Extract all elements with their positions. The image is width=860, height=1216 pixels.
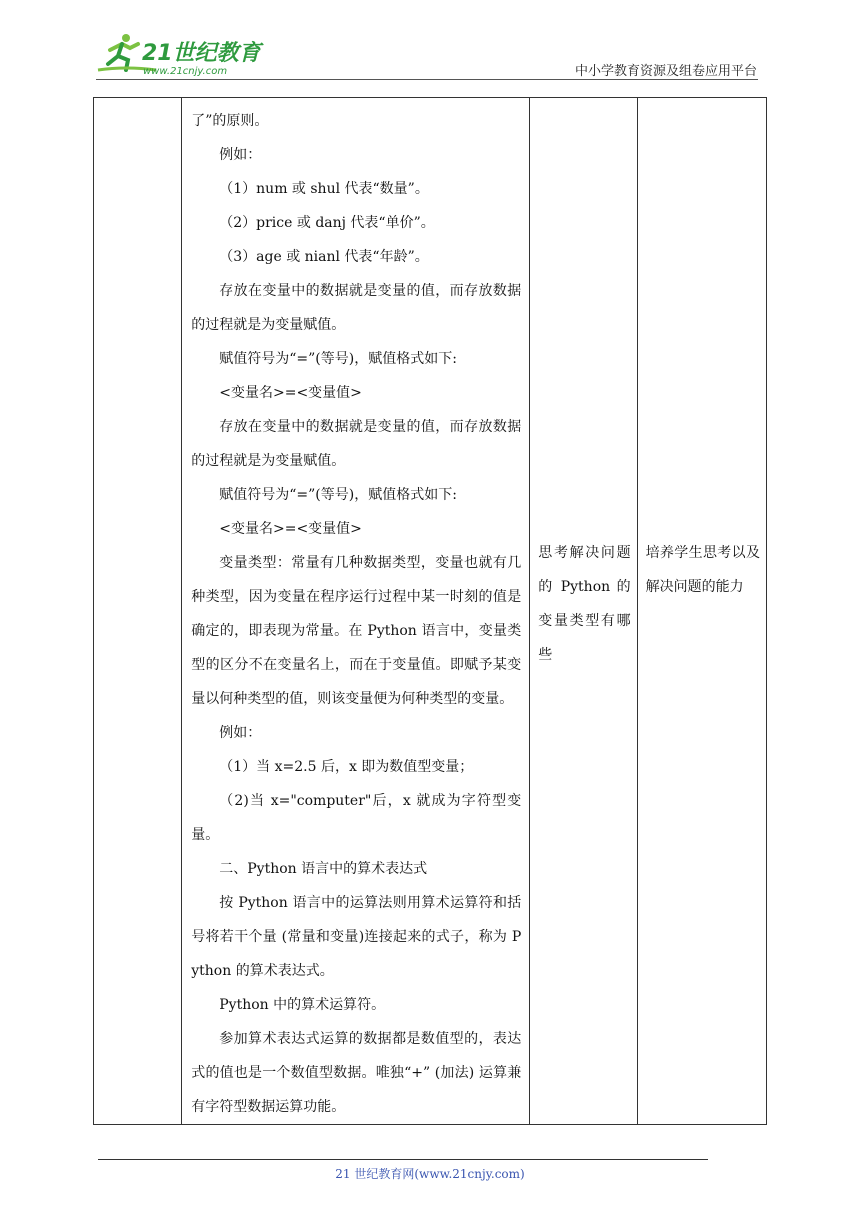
stage-cell: [94, 98, 182, 1125]
content-paragraph: （3）age 或 nianl 代表“年龄”。: [219, 249, 429, 265]
content-paragraph: <变量名>=<变量值>: [219, 385, 362, 401]
svg-text:www.21cnjy.com: www.21cnjy.com: [143, 66, 228, 77]
content-paragraph: （2）price 或 danj 代表“单价”。: [219, 215, 435, 231]
runner-logo-icon: [96, 30, 266, 80]
teaching-content-cell: [182, 98, 530, 1125]
lesson-table: [93, 97, 767, 1125]
content-paragraph: 了”的原则。: [191, 113, 269, 129]
content-paragraph: （2)当 x="computer"后，x 就成为字符型变量。: [191, 793, 522, 843]
content-paragraph: 例如：: [219, 147, 262, 163]
content-paragraph: <变量名>=<变量值>: [219, 521, 362, 537]
page-header: [0, 0, 860, 80]
content-paragraph: 例如：: [219, 725, 262, 741]
design-intent-text: 培养学生思考以及解决问题的能力: [645, 545, 760, 595]
content-paragraph: （1）当 x=2.5 后，x 即为数值型变量；: [219, 759, 474, 775]
content-paragraph: 二、Python 语言中的算术表达式: [219, 861, 428, 877]
content-paragraph: 赋值符号为“=”(等号)，赋值格式如下:: [219, 351, 457, 367]
content-paragraph: （1）num 或 shul 代表“数量”。: [219, 181, 429, 197]
table-row: [94, 98, 767, 1125]
content-paragraph: 存放在变量中的数据就是变量的值，而存放数据的过程就是为变量赋值。: [191, 419, 522, 469]
footer-divider: [98, 1159, 708, 1160]
design-intent-cell: [637, 98, 766, 1125]
content-paragraph: 变量类型：常量有几种数据类型，变量也就有几种类型，因为变量在程序运行过程中某一时刻的值是确定的，即表现为常量。在 Python 语言中，变量类型的区分不在变量名上，而在于变量值。即赋予某变量以何种类型的值，则该变量便为何种类型的变量。: [191, 555, 522, 707]
content-paragraph: 按 Python 语言中的运算法则用算术运算符和括号将若干个量 (常量和变量)连接起来的式子，称为 Python 的算术表达式。: [191, 895, 522, 979]
footer-text: 21 世纪教育网(www.21cnjy.com): [335, 1167, 525, 1181]
svg-text:21世纪教育: 21世纪教育: [142, 41, 261, 66]
content-paragraph: 存放在变量中的数据就是变量的值，而存放数据的过程就是为变量赋值。: [191, 283, 522, 333]
content-paragraph: Python 中的算术运算符。: [219, 997, 386, 1013]
logo: [96, 30, 266, 80]
header-divider: [96, 79, 758, 80]
content-paragraph: 赋值符号为“=”(等号)，赋值格式如下:: [219, 487, 457, 503]
platform-title: 中小学教育资源及组卷应用平台: [574, 64, 757, 79]
content-paragraph: 参加算术表达式运算的数据都是数值型的，表达式的值也是一个数值型数据。唯独“+” (加法) 运算兼有字符型数据运算功能。: [191, 1031, 522, 1115]
student-activity-cell: [530, 98, 637, 1125]
content-lines: [182, 98, 529, 1124]
student-activity-text: 思考解决问题的 Python 的变量类型有哪些: [538, 545, 631, 663]
